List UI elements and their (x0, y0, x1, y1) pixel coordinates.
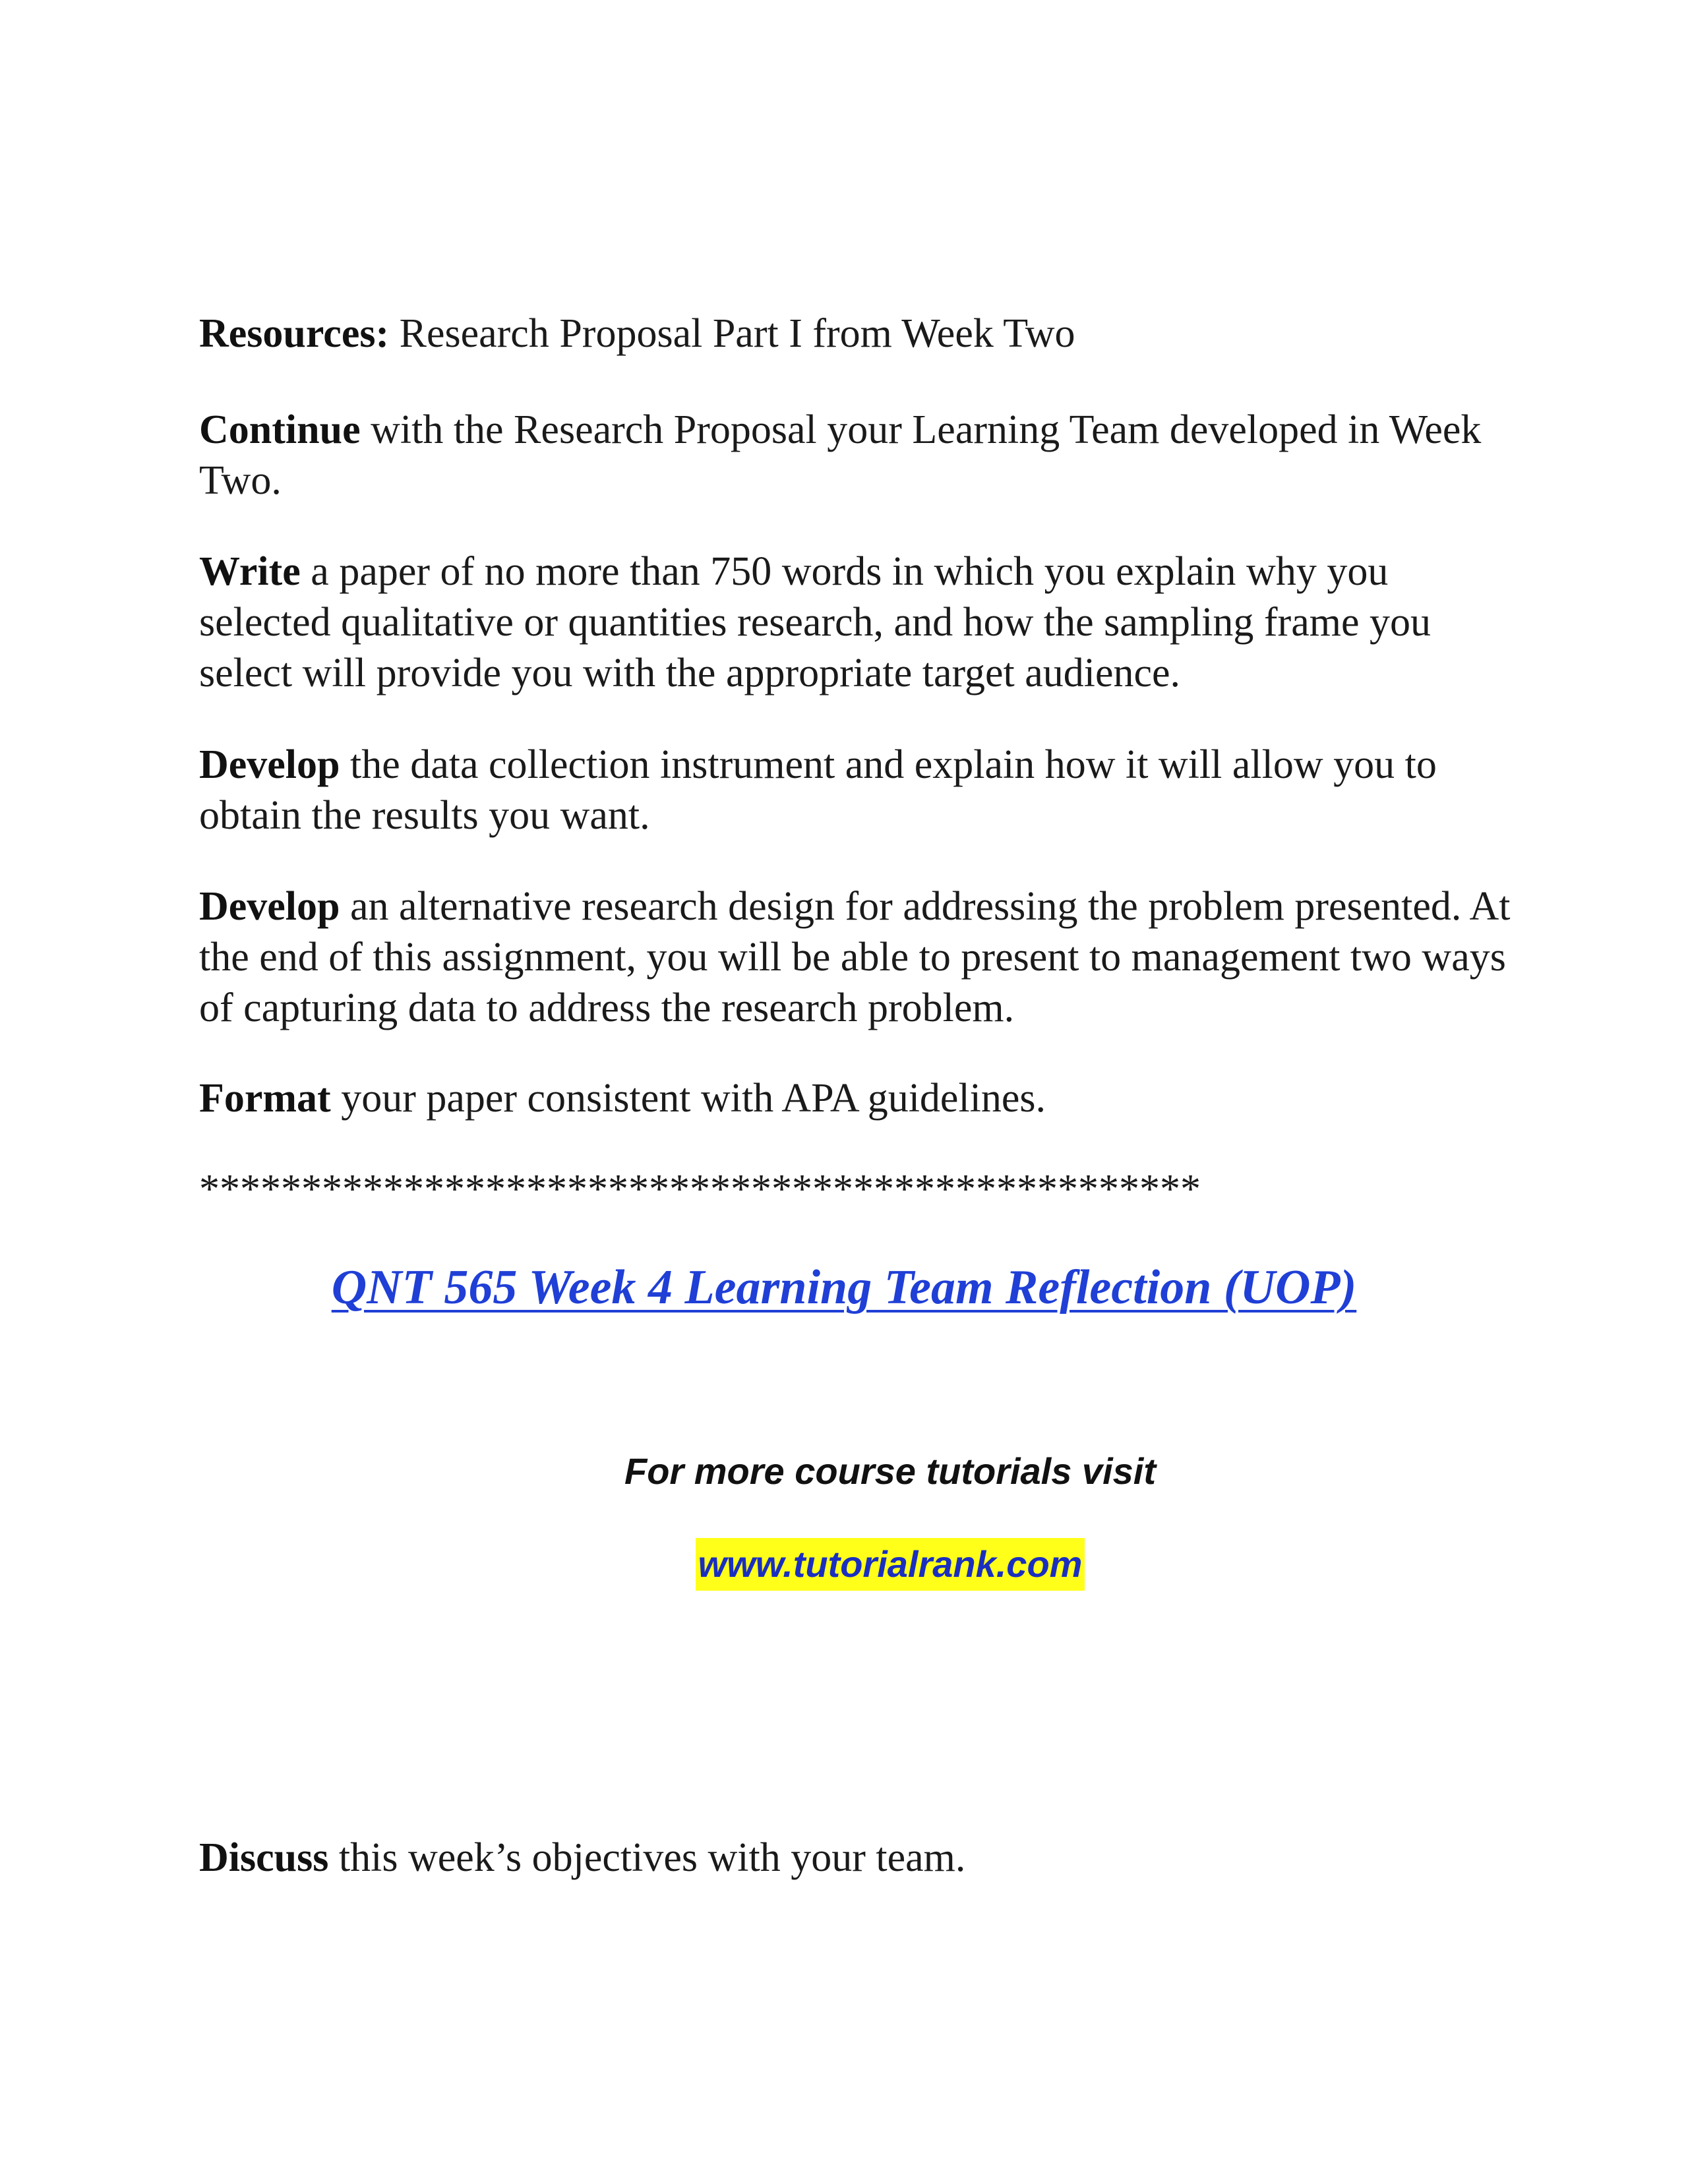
format-lead: Format (199, 1076, 331, 1121)
write-text: a paper of no more than 750 words in which you explain why you selected qualitative or quantities research, and how the sampling frame you select will provide you with the appropriate target audience. (199, 549, 1431, 695)
asterisk-separator: ************************************************* (199, 1167, 1201, 1212)
continue-text: with the Research Proposal your Learning Team developed in Week Two. (199, 407, 1482, 503)
develop-instrument-lead: Develop (199, 742, 340, 787)
discuss-text: this week’s objectives with your team. (328, 1835, 966, 1880)
discuss-lead: Discuss (199, 1835, 329, 1880)
write-lead: Write (199, 549, 301, 594)
paragraph-write (199, 546, 1518, 699)
paragraph-format (199, 1073, 1518, 1124)
paragraph-develop-alternative (199, 881, 1518, 1034)
develop-alternative-text: an alternative research design for addressing the problem presented. At the end of this assignment, you will be able to present to management two ways of capturing data to address the research problem. (199, 884, 1511, 1030)
continue-lead: Continue (199, 407, 361, 452)
promo-tagline: For more course tutorials visit (624, 1450, 1156, 1492)
promo-url-wrapper (0, 1538, 1688, 1591)
paragraph-resources (199, 309, 1518, 359)
resources-text: Research Proposal Part I from Week Two (389, 311, 1075, 356)
paragraph-discuss (199, 1833, 1518, 1883)
promo-url-link[interactable]: www.tutorialrank.com (696, 1538, 1085, 1591)
format-text: your paper consistent with APA guidelines. (330, 1076, 1046, 1121)
resources-lead: Resources: (199, 311, 390, 356)
paragraph-continue (199, 405, 1518, 506)
course-title-link[interactable]: QNT 565 Week 4 Learning Team Reflection (UOP) (331, 1260, 1357, 1314)
develop-instrument-text: the data collection instrument and explain how it will allow you to obtain the results you want. (199, 742, 1437, 838)
develop-alternative-lead: Develop (199, 884, 340, 929)
paragraph-develop-instrument (199, 740, 1518, 841)
